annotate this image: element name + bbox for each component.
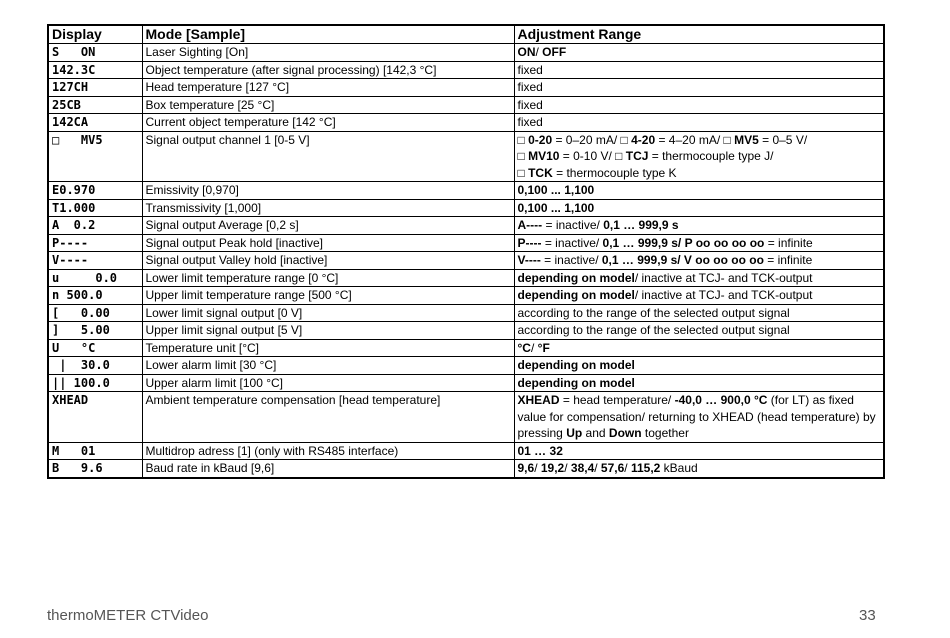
display-code: [ 0.00 [48,304,142,322]
mode-description: Laser Sighting [On] [142,44,514,62]
display-code: P---- [48,234,142,252]
mode-description: Upper limit temperature range [500 °C] [142,287,514,305]
display-code: V---- [48,252,142,270]
table-body [48,44,884,478]
mode-description: Lower limit temperature range [0 °C] [142,269,514,287]
adjustment-range: °C/ °F [514,339,884,357]
adjustment-range: fixed [514,114,884,132]
table-row [48,460,884,478]
display-code: ] 5.00 [48,322,142,340]
table-row [48,131,884,182]
adjustment-range: depending on model/ inactive at TCJ- and TCK-output [514,269,884,287]
table-row [48,96,884,114]
table-row [48,339,884,357]
display-code: 127CH [48,79,142,97]
display-code: S ON [48,44,142,62]
adjustment-range: 9,6/ 19,2/ 38,4/ 57,6/ 115,2 kBaud [514,460,884,478]
adjustment-range: 0,100 ... 1,100 [514,199,884,217]
display-code: E0.970 [48,182,142,200]
adjustment-range: ON/ OFF [514,44,884,62]
display-code: T1.000 [48,199,142,217]
adjustment-range: according to the range of the selected output signal [514,304,884,322]
display-code: B 9.6 [48,460,142,478]
header-mode: Mode [Sample] [142,25,514,44]
adjustment-range: 0,100 ... 1,100 [514,182,884,200]
mode-description: Head temperature [127 °C] [142,79,514,97]
display-code: 142CA [48,114,142,132]
table-row [48,61,884,79]
table-row [48,442,884,460]
mode-description: Current object temperature [142 °C] [142,114,514,132]
table-row [48,114,884,132]
table-row [48,234,884,252]
mode-description: Emissivity [0,970] [142,182,514,200]
table-row [48,182,884,200]
table-row [48,269,884,287]
mode-description: Object temperature (after signal processing) [142,3 °C] [142,61,514,79]
footer-product-name: thermoMETER CTVideo [47,607,209,624]
table-row [48,79,884,97]
table-row [48,304,884,322]
table-row [48,374,884,392]
mode-description: Baud rate in kBaud [9,6] [142,460,514,478]
mode-description: Signal output Average [0,2 s] [142,217,514,235]
adjustment-range: P---- = inactive/ 0,1 … 999,9 s/ P oo oo oo oo = infinite [514,234,884,252]
adjustment-range: according to the range of the selected output signal [514,322,884,340]
table-header-row [48,25,884,44]
display-code: M 01 [48,442,142,460]
mode-description: Box temperature [25 °C] [142,96,514,114]
mode-description: Transmissivity [1,000] [142,199,514,217]
table-row [48,322,884,340]
table-row [48,252,884,270]
adjustment-range: depending on model [514,357,884,375]
mode-description: Signal output Valley hold [inactive] [142,252,514,270]
display-code: 25CB [48,96,142,114]
table-row [48,44,884,62]
mode-description: Ambient temperature compensation [head temperature] [142,392,514,443]
display-code: || 100.0 [48,374,142,392]
table-row [48,392,884,443]
mode-description: Signal output channel 1 [0-5 V] [142,131,514,182]
display-code: 142.3C [48,61,142,79]
adjustment-range: A---- = inactive/ 0,1 … 999,9 s [514,217,884,235]
display-code: | 30.0 [48,357,142,375]
mode-description: Lower limit signal output [0 V] [142,304,514,322]
table-row [48,357,884,375]
display-code: n 500.0 [48,287,142,305]
adjustment-range: □ 0-20 = 0–20 mA/ □ 4-20 = 4–20 mA/ □ MV5 = 0–5 V/ □ MV10 = 0-10 V/ □ TCJ = thermocouple type J/ □ TCK = thermocouple type K [514,131,884,182]
mode-description: Signal output Peak hold [inactive] [142,234,514,252]
header-display: Display [48,25,142,44]
display-code: XHEAD [48,392,142,443]
mode-description: Multidrop adress [1] (only with RS485 interface) [142,442,514,460]
display-code: A 0.2 [48,217,142,235]
adjustment-range: depending on model/ inactive at TCJ- and TCK-output [514,287,884,305]
adjustment-range: 01 … 32 [514,442,884,460]
mode-description: Upper limit signal output [5 V] [142,322,514,340]
adjustment-range: XHEAD = head temperature/ -40,0 … 900,0 °C (for LT) as fixed value for compensation/ returning to XHEAD (head temperature) by pressing Up and Down together [514,392,884,443]
mode-description: Temperature unit [°C] [142,339,514,357]
display-code: □ MV5 [48,131,142,182]
table-row [48,287,884,305]
adjustment-range: fixed [514,61,884,79]
adjustment-range: fixed [514,96,884,114]
page-number: 33 [859,607,876,624]
parameter-table [47,24,885,479]
adjustment-range: depending on model [514,374,884,392]
table-row [48,199,884,217]
mode-description: Lower alarm limit [30 °C] [142,357,514,375]
mode-description: Upper alarm limit [100 °C] [142,374,514,392]
display-code: U °C [48,339,142,357]
display-code: u 0.0 [48,269,142,287]
table-row [48,217,884,235]
header-adjustment-range: Adjustment Range [514,25,884,44]
adjustment-range: fixed [514,79,884,97]
adjustment-range: V---- = inactive/ 0,1 … 999,9 s/ V oo oo oo oo = infinite [514,252,884,270]
